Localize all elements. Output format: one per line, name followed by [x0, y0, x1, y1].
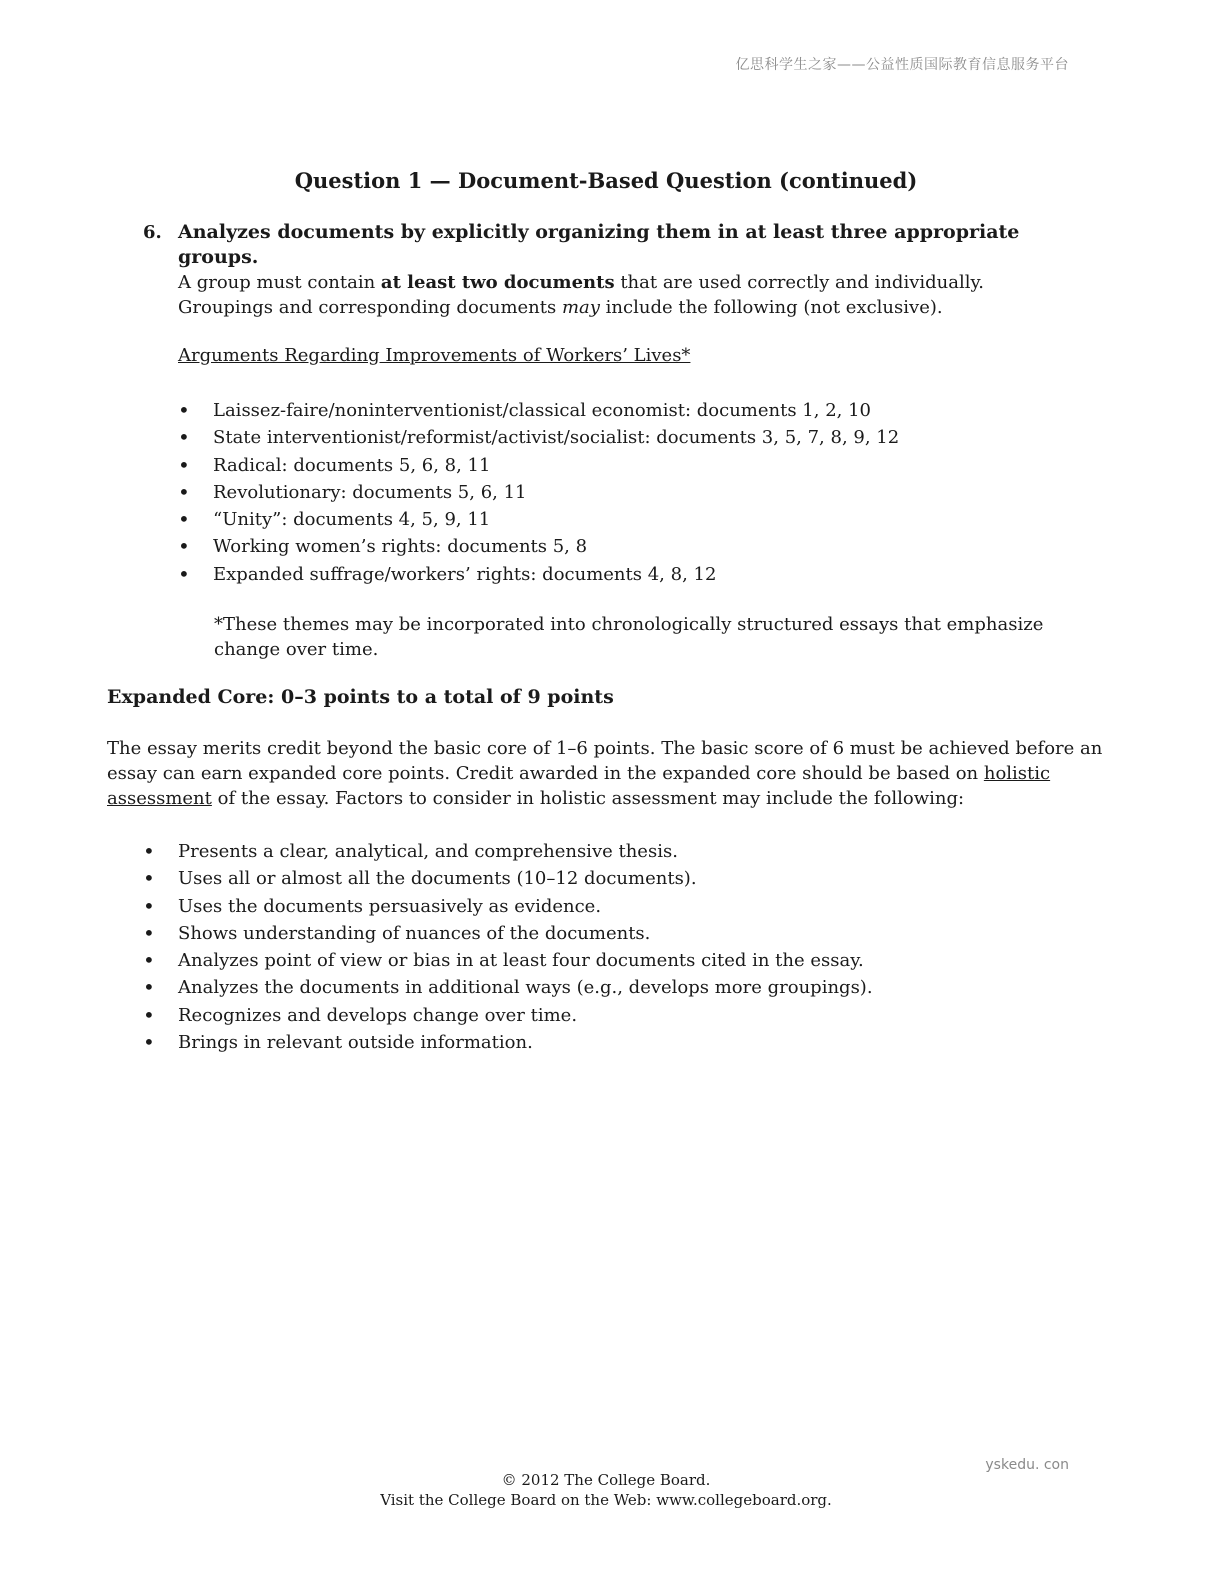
- grouping-item: • State interventionist/reformist/activist/socialist: documents 3, 5, 7, 8, 9, 12: [178, 424, 899, 451]
- criterion-text-italic: may: [561, 297, 600, 318]
- watermark-bottom: yskedu. con: [985, 1457, 1069, 1473]
- criterion-number: 6.: [143, 222, 162, 243]
- expanded-core-text-start: The essay merits credit beyond the basic core of 1–6 points. The basic score of 6 must be achieved before an essay can earn expanded core points. Credit awarded in the expanded core should be based on: [107, 738, 1103, 784]
- factor-item: • Uses the documents persuasively as evidence.: [143, 893, 873, 920]
- criterion-description: [178, 270, 1073, 320]
- grouping-item: • “Unity”: documents 4, 5, 9, 11: [178, 506, 899, 533]
- expanded-core-text-end: of the essay. Factors to consider in holistic assessment may include the following:: [211, 788, 965, 809]
- grouping-item: • Working women’s rights: documents 5, 8: [178, 533, 899, 560]
- grouping-item: • Revolutionary: documents 5, 6, 11: [178, 479, 899, 506]
- factor-item: • Shows understanding of nuances of the documents.: [143, 920, 873, 947]
- groupings-title: Arguments Regarding Improvements of Workers’ Lives*: [178, 345, 691, 366]
- criterion-6: [143, 220, 1073, 320]
- grouping-item: • Laissez-faire/noninterventionist/classical economist: documents 1, 2, 10: [178, 397, 899, 424]
- expanded-core-heading: Expanded Core: 0–3 points to a total of 9 points: [107, 686, 614, 708]
- factor-item: • Brings in relevant outside information.: [143, 1029, 873, 1056]
- footer-copyright: © 2012 The College Board.: [501, 1471, 711, 1489]
- factor-item: • Analyzes point of view or bias in at least four documents cited in the essay.: [143, 947, 873, 974]
- factor-item: • Uses all or almost all the documents (10–12 documents).: [143, 865, 873, 892]
- page-title: Question 1 — Document-Based Question (continued): [294, 168, 918, 193]
- factor-item: • Analyzes the documents in additional ways (e.g., develops more groupings).: [143, 974, 873, 1001]
- expanded-core-text-underline: holistic assessment: [107, 763, 1051, 809]
- criterion-text-start: A group must contain: [178, 272, 381, 293]
- footer-web: Visit the College Board on the Web: www.collegeboard.org.: [380, 1491, 832, 1509]
- grouping-item: • Radical: documents 5, 6, 8, 11: [178, 452, 899, 479]
- factor-item: • Recognizes and develops change over time.: [143, 1002, 873, 1029]
- expanded-core-paragraph: [107, 736, 1107, 811]
- criterion-heading: Analyzes documents by explicitly organizing them in at least three appropriate groups.: [178, 221, 1020, 268]
- criterion-body: [178, 220, 1073, 320]
- holistic-factors-list: [143, 838, 873, 1056]
- groupings-list: [178, 397, 899, 588]
- grouping-item: • Expanded suffrage/workers’ rights: documents 4, 8, 12: [178, 561, 899, 588]
- criterion-text-end: include the following (not exclusive).: [599, 297, 943, 318]
- criterion-text-bold: at least two documents: [380, 272, 615, 293]
- groupings-footnote: *These themes may be incorporated into chronologically structured essays that emphasize change over time.: [214, 614, 1044, 660]
- watermark-top: 亿思科学生之家——公益性质国际教育信息服务平台: [735, 57, 1069, 73]
- page-footer: [0, 1470, 1212, 1510]
- factor-item: • Presents a clear, analytical, and comprehensive thesis.: [143, 838, 873, 865]
- criterion-text-middle: that are used correctly and individually. Groupings and corresponding documents: [178, 272, 984, 318]
